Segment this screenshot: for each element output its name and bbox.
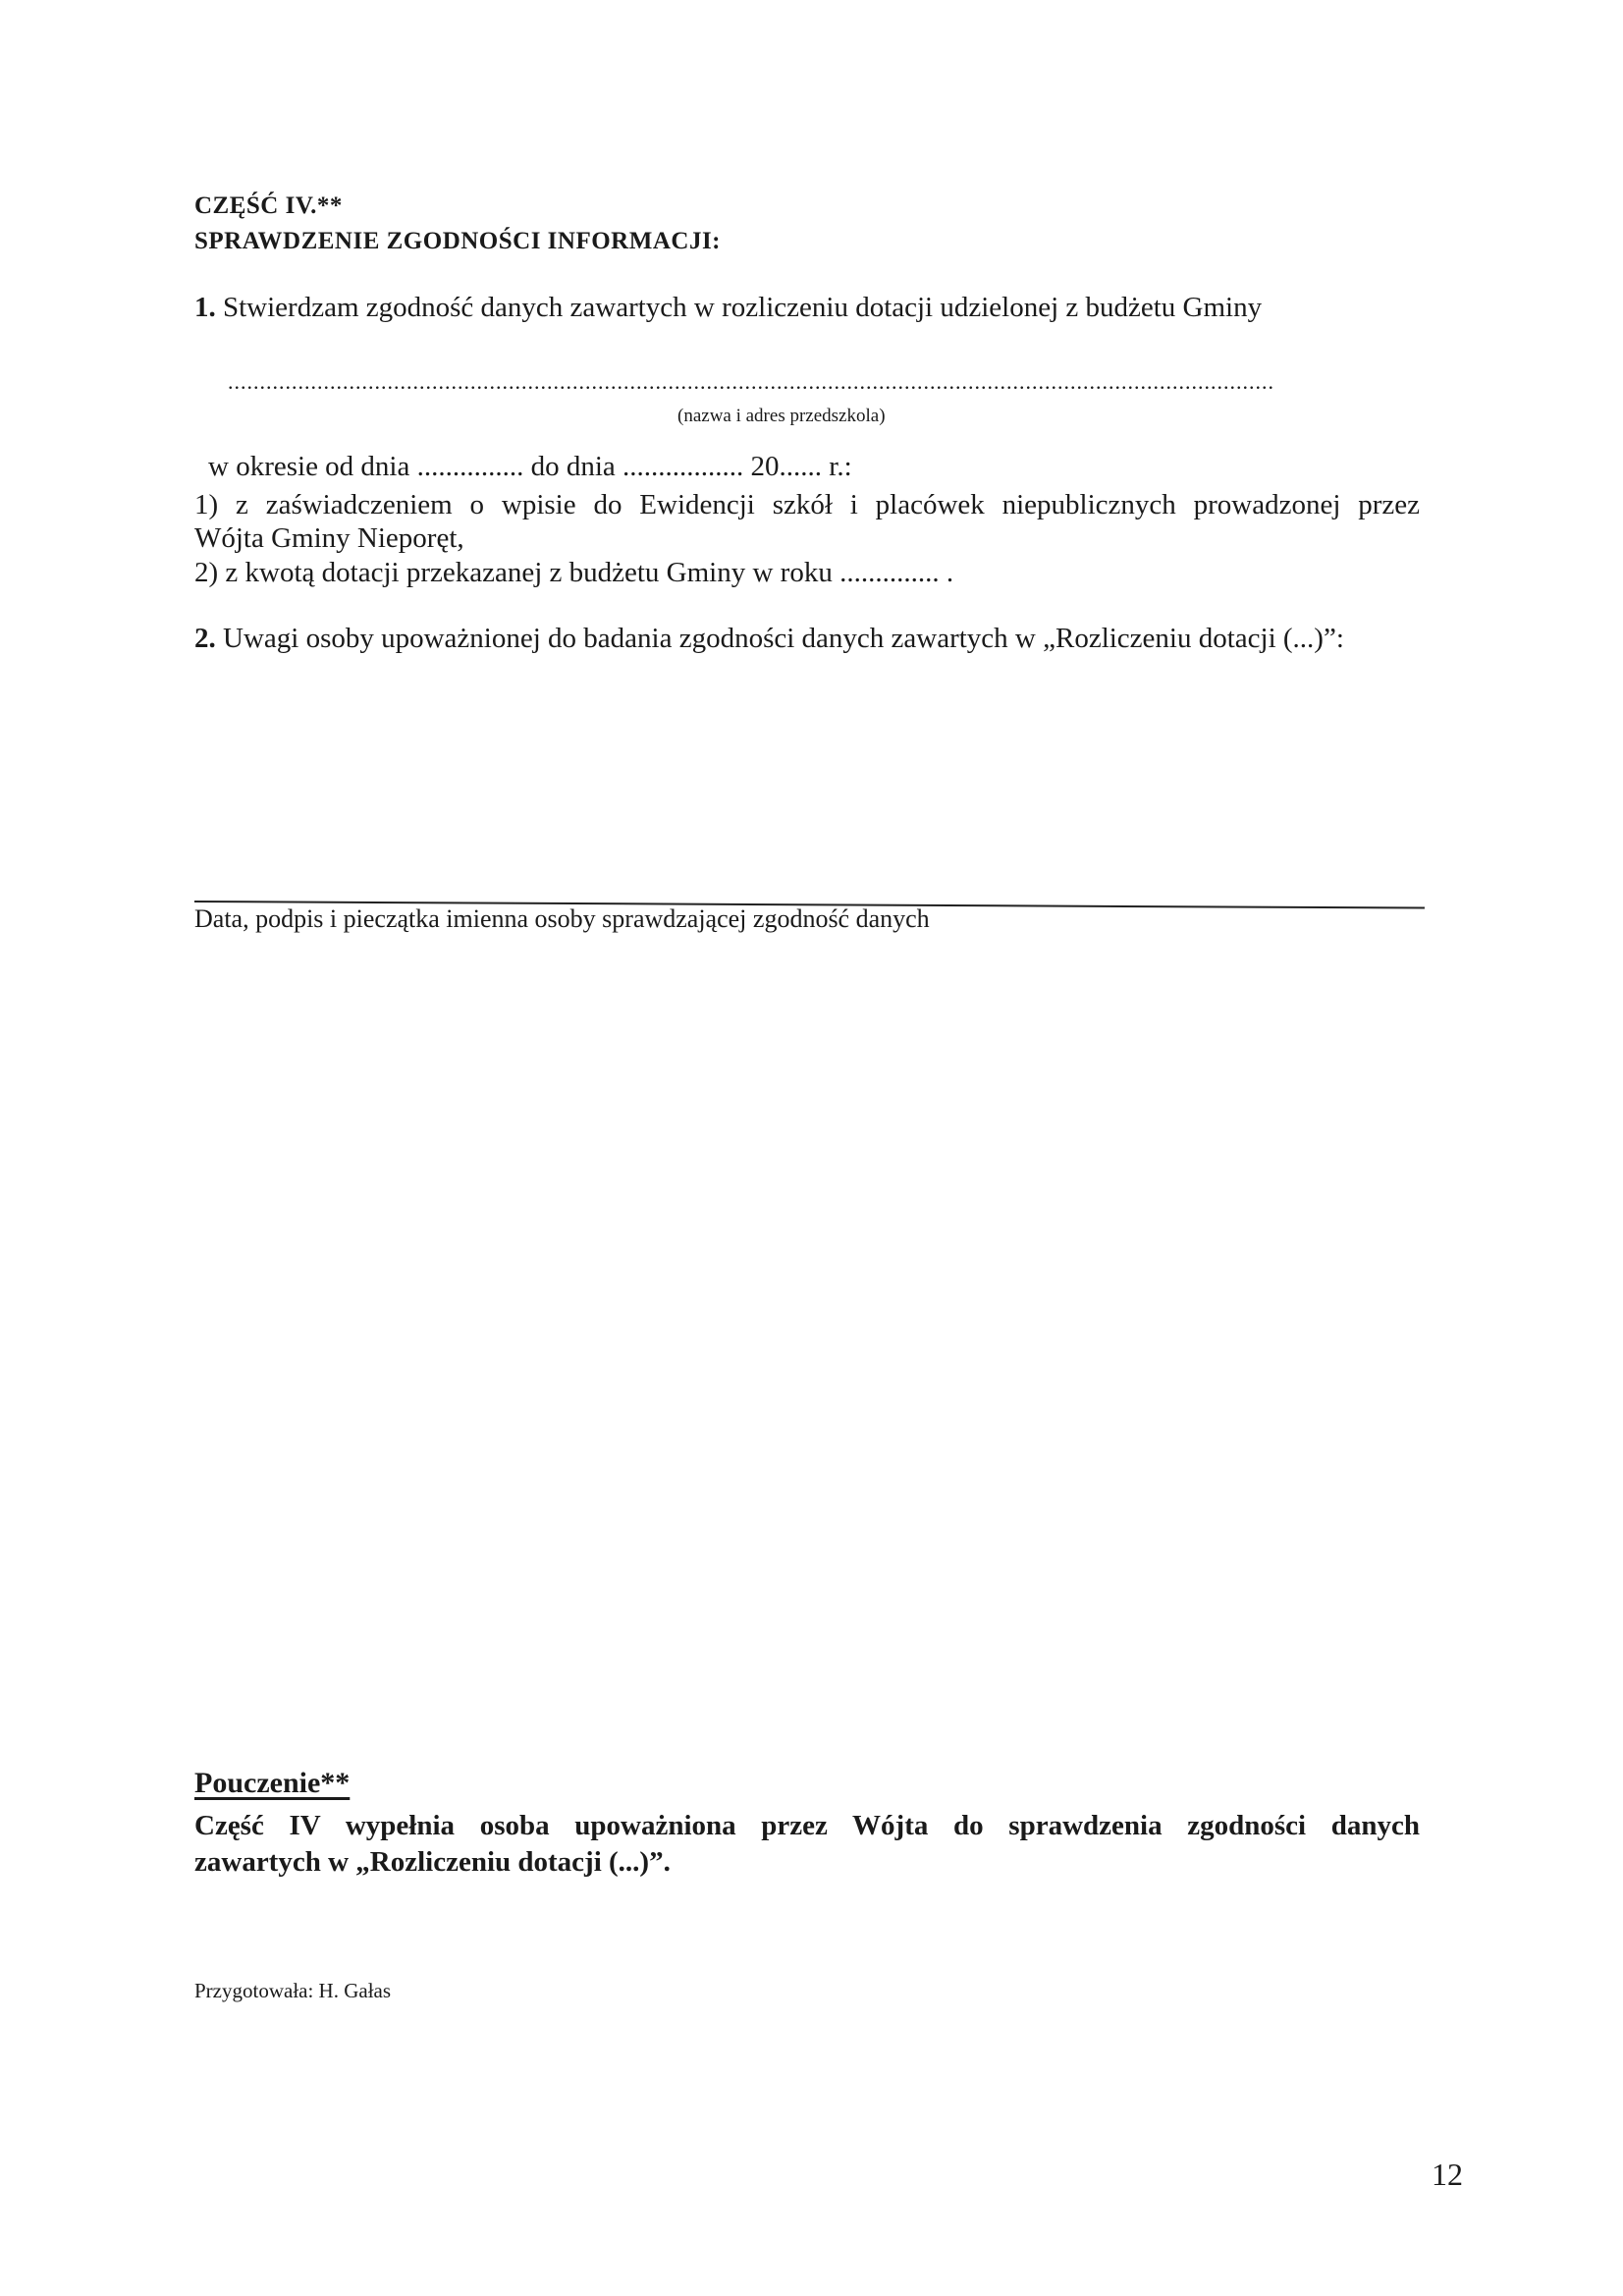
pouczenie-line2: zawartych w „Rozliczeniu dotacji (...)”.: [194, 1846, 671, 1878]
item1-line2: Wójta Gminy Nieporęt,: [194, 522, 464, 554]
section1-text: Stwierdzam zgodność danych zawartych w rozliczeniu dotacji udzielonej z budżetu Gminy: [223, 292, 1263, 323]
pouczenie-line1: Część IV wypełnia osoba upoważniona przez Wójta do sprawdzenia zgodności danych: [194, 1810, 1420, 1841]
item1-line1: 1) z zaświadczeniem o wpisie do Ewidencji szkół i placówek niepublicznych prowadzonej przez: [194, 489, 1420, 520]
signature-caption: Data, podpis i pieczątka imienna osoby sprawdzającej zgodność danych: [194, 904, 930, 933]
part-heading: CZĘŚĆ IV.**: [194, 192, 343, 219]
period-line: w okresie od dnia ............... do dnia ................. 20...... r.:: [208, 451, 852, 482]
preschool-name-blank[interactable]: ....................................................................................................................................................................: [228, 369, 1274, 394]
section1-number: 1.: [194, 292, 216, 323]
preschool-name-caption: (nazwa i adres przedszkola): [677, 406, 886, 426]
item2-line: 2) z kwotą dotacji przekazanej z budżetu Gminy w roku .............. .: [194, 557, 954, 588]
section1-statement: [194, 292, 1262, 324]
page-number: 12: [1432, 2157, 1463, 2192]
section2-statement: [194, 623, 1344, 655]
prepared-by: Przygotowała: H. Gałas: [194, 1979, 392, 2002]
section-title: SPRAWDZENIE ZGODNOŚCI INFORMACJI:: [194, 228, 721, 254]
section2-text: Uwagi osoby upoważnionej do badania zgodności danych zawartych w „Rozliczeniu dotacji (...)”:: [223, 623, 1344, 654]
pouczenie-title: Pouczenie**: [194, 1767, 351, 1799]
section2-number: 2.: [194, 623, 216, 654]
